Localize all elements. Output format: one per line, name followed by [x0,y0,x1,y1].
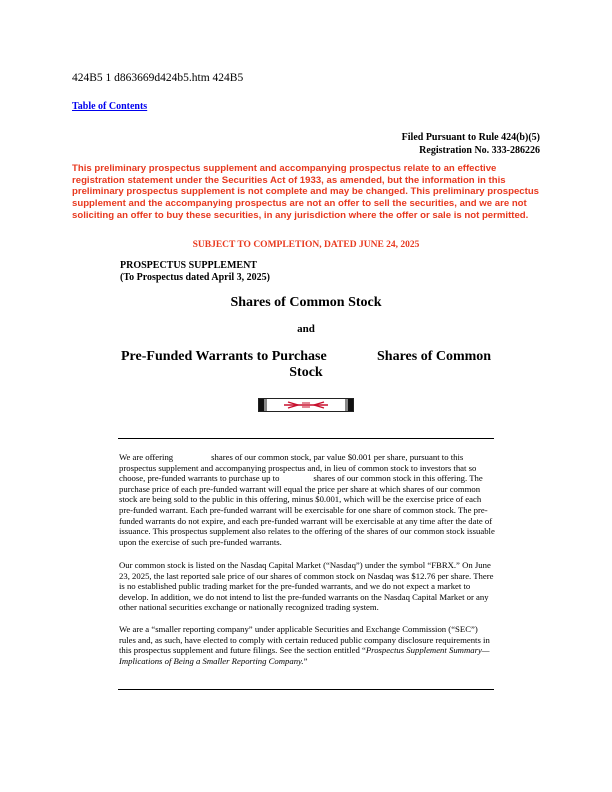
and-connector: and [297,323,315,335]
listing-text: Our common stock is listed on the Nasdaq Capital Market (“Nasdaq”) under the symbol “FBRX.” On June 23, 2025, the last reported sale price of our shares of common stock on Nasdaq was $12.76 per share. There is no established public trading market for the pre-funded warrants, and we do not expect a market to develop. In addition, we do not intend to list the pre-funded warrants on the Nasdaq Capital Market or any other national securities exchange or nationally recognized trading system. [119,560,494,613]
offering-text-c: shares of our common stock in this offering. The purchase price of each pre-funded warrant will equal the price per share at which shares of our common stock are being sold to the public in this offering, minus $0.001, which will be the exercise price of each pre-funded warrant. Each pre-funded warrant will be exercisable for one share of common stock. The pre-funded warrants do not expire, and each pre-funded warrant will be exercisable at any time after the date of issuance. This prospectus supplement also relates to the offering of the shares of our common stock issuable upon the exercise of such pre-funded warrants. [119,473,495,547]
filing-info [402,131,540,157]
listing-paragraph [119,560,495,613]
stock-title: Stock [289,365,323,380]
smaller-reporting-section-ref: Prospectus Supplement Summary— Implications of Being a Smaller Reporting Company. [119,645,490,666]
filed-pursuant-rule: Filed Pursuant to Rule 424(b)(5) [401,132,540,143]
red-herring-legend: This preliminary prospectus supplement and accompanying prospectus relate to an effective registration statement under the Securities Act of 1933, as amended, but the information in this preliminary prospectus supplement is not complete and may be changed. This preliminary prospectus supplement and the accompanying prospectus are not an offer to sell the securities, and we are not soliciting an offer to buy these securities, in any jurisdiction where the offer or sale is not permitted. [72,163,540,221]
smaller-reporting-paragraph [119,624,495,666]
prospectus-supplement-heading [120,260,270,284]
prospectus-dated: (To Prospectus dated April 3, 2025) [120,272,271,283]
smaller-reporting-text-a: We are a “smaller reporting company” under applicable Securities and Exchange Commission (“SEC”) rules and, as such, have elected to comply with certain reduced public company disclosure requirements in this prospectus supplement and future filings. See the section entitled “ [119,624,490,656]
subject-to-completion: SUBJECT TO COMPLETION, DATED JUNE 24, 2025 [192,240,420,250]
registration-number: Registration No. 333-286226 [419,145,540,156]
top-divider [118,438,494,439]
prospectus-supplement-label: PROSPECTUS SUPPLEMENT [120,260,257,271]
shares-title: Shares of Common Stock [230,295,382,310]
company-logo [258,398,354,412]
pre-funded-warrants-title: Pre-Funded Warrants to Purchase [121,349,327,364]
smaller-reporting-text-b: ” [303,655,308,666]
shares-of-common-title: Shares of Common [377,349,492,364]
file-line: 424B5 1 d863669d424b5.htm 424B5 [72,72,244,84]
offering-text-a: We are offering [119,452,174,462]
bottom-divider [118,689,494,690]
offering-text-b: shares of our common stock, par value $0.001 per share, pursuant to this prospectus supplement and accompanying prospectus and, in lieu of common stock to investors that so choose, pre-funded warrants to purchase up to [119,452,477,484]
offering-paragraph [119,452,495,547]
table-of-contents-link[interactable]: Table of Contents [72,101,148,112]
